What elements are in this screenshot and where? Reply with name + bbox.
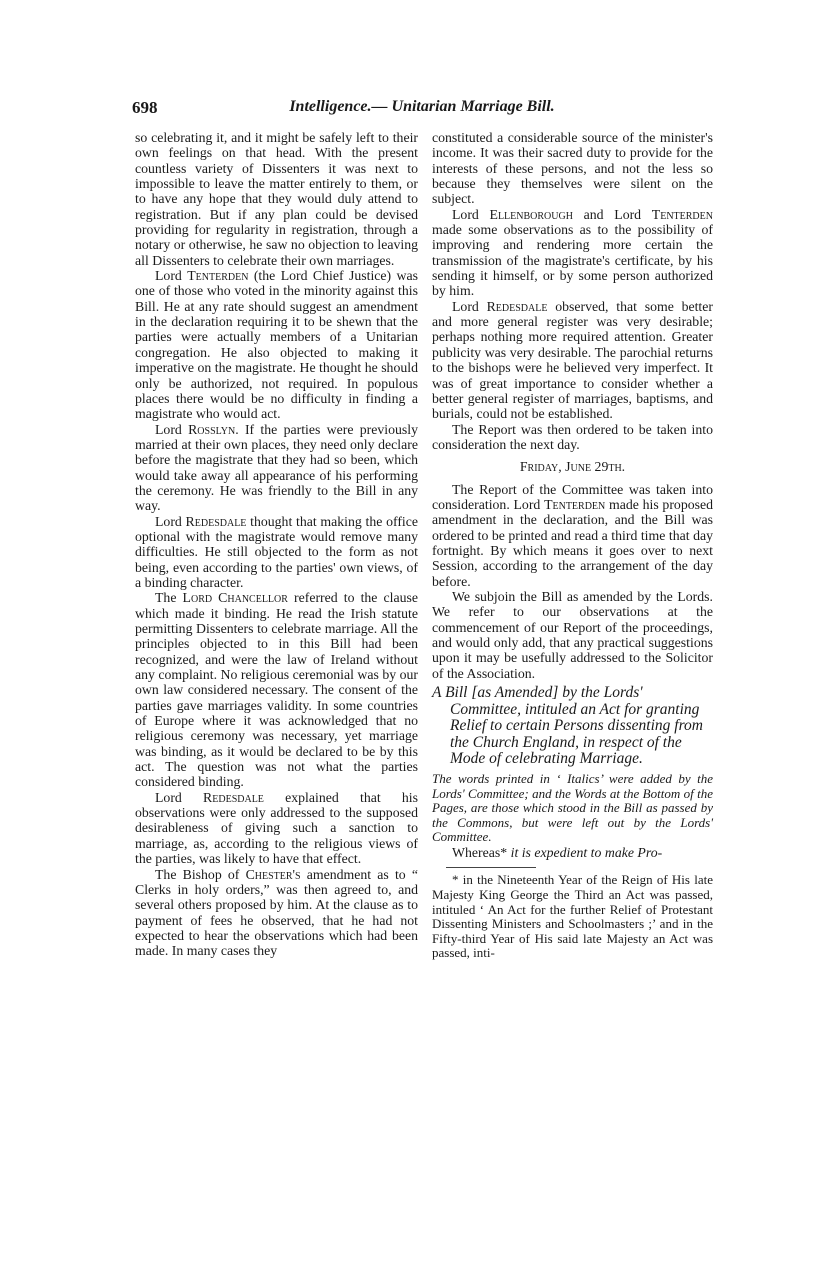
paragraph: The Bishop of Chester's amendment as to “ Clerks in holy orders,” was then agreed to, and several others proposed by him. At the clause as to payment of fees he observed, that he had not expected to hear the observations which had been made. In many cases they (135, 866, 418, 959)
paragraph: so celebrating it, and it might be safely left to their own feelings on that head. With the present countless variety of Dissenters it was next to impossible to leave the matter entirely to them, or to have any hope that they would duly attend to registration. But if any plan could be devised providing for regularity in registration, through a notary or otherwise, he saw no objection to leaving all Dissenters to celebrate their own marriages. (135, 130, 418, 268)
right-column (432, 130, 713, 961)
paragraph: We subjoin the Bill as amended by the Lords. We refer to our observations at the commencement of our Report of the proceedings, and would only add, that any practical suggestions upon it may be usefully addressed to the Solicitor of the Association. (432, 588, 713, 681)
paragraph: Lord Ellenborough and Lord Tenterden made some observations as to the possibility of improving and rendering more certain the transmission of the magistrate's certificate, by his sending it himself, or by some person authorized by him. (432, 206, 713, 299)
paragraph: Lord Tenterden (the Lord Chief Justice) was one of those who voted in the minority against this Bill. He at any rate should suggest an amendment in the declaration requiring it to be shewn that the parties were actually members of a Unitarian congregation. He also objected to making it imperative on the magistrate. He thought he should only be authorized, not required. In populous places there would be no difficulty in finding a magistrate who would act. (135, 268, 418, 422)
paragraph: Lord Redesdale observed, that some better and more general register was very desirable; perhaps nothing more required attention. Greater publicity was very desirable. The parochial returns to the bishops were he believed very imperfect. It was of great importance to consider whether a better general register of marriages, baptisms, and burials, could not be established. (432, 298, 713, 422)
editorial-note: The words printed in ‘ Italics’ were added by the Lords' Committee; and the Words at the Bottom of the Pages, are those which stood in the Bill as passed by the Commons, but were left out by the Lords' Committee. (432, 771, 713, 845)
footnote: * in the Nineteenth Year of the Reign of His late Majesty King George the Third an Act was passed, intituled ‘ An Act for the further Relief of Protestant Dissenting Ministers and Schoolmasters ;’ and in the Fifty-third Year of His said late Majesty an Act was passed, inti- (432, 872, 713, 961)
left-column (135, 130, 418, 959)
paragraph: constituted a considerable source of the minister's income. It was their sacred duty to provide for the interests of these persons, and not the less so because they themselves were silent on the subject. (432, 130, 713, 207)
paragraph: Lord Redesdale explained that his observations were only addressed to the supposed desirableness of giving such a sanction to marriage, as, according to the religious views of the parties, was likely to have that effect. (135, 789, 418, 867)
paragraph: Lord Redesdale thought that making the office optional with the magistrate would remove many difficulties. He still objected to the form as not being, even according to the parties' own views, of a binding character. (135, 513, 418, 590)
bill-title: A Bill [as Amended] by the Lords' Committee, intituled an Act for granting Relief to certain Persons dissenting from the Church England, in respect of the Mode of celebrating Marriage. (432, 684, 703, 768)
paragraph: The Report was then ordered to be taken into consideration the next day. (432, 421, 713, 452)
whereas-clause: Whereas* it is expedient to make Pro- (452, 844, 663, 860)
running-head (132, 98, 712, 120)
running-title: Intelligence.— Unitarian Marriage Bill. (289, 98, 555, 115)
paragraph: The Lord Chancellor referred to the clause which made it binding. He read the Irish statute permitting Dissenters to celebrate marriage. All the principles objected to in this Bill had been recognized, and were the law of Ireland without any complaint. No religious ceremonial was by our own law considered necessary. The consent of the parties gave marriages validity. In some countries of Europe where it was acknowledged that no religious ceremony was necessary, yet marriage was binding, as it would be declared to be by this act. The question was not what the parties considered binding. (135, 590, 418, 790)
paragraph: Lord Rosslyn. If the parties were previously married at their own places, they need only declare before the magistrate that they had so been, which would take away all appearance of his performing the ceremony. He was friendly to the Bill in any way. (135, 421, 418, 514)
section-heading: Friday, June 29th. (519, 459, 626, 475)
footnote-divider (446, 867, 536, 868)
page-number: 698 (132, 98, 158, 117)
paragraph: The Report of the Committee was taken into consideration. Lord Tenterden made his proposed amendment in the declaration, and the Bill was ordered to be printed and read a third time that day fortnight. By which means it goes over to next Session, according to the arrangement of the day before. (432, 481, 714, 589)
